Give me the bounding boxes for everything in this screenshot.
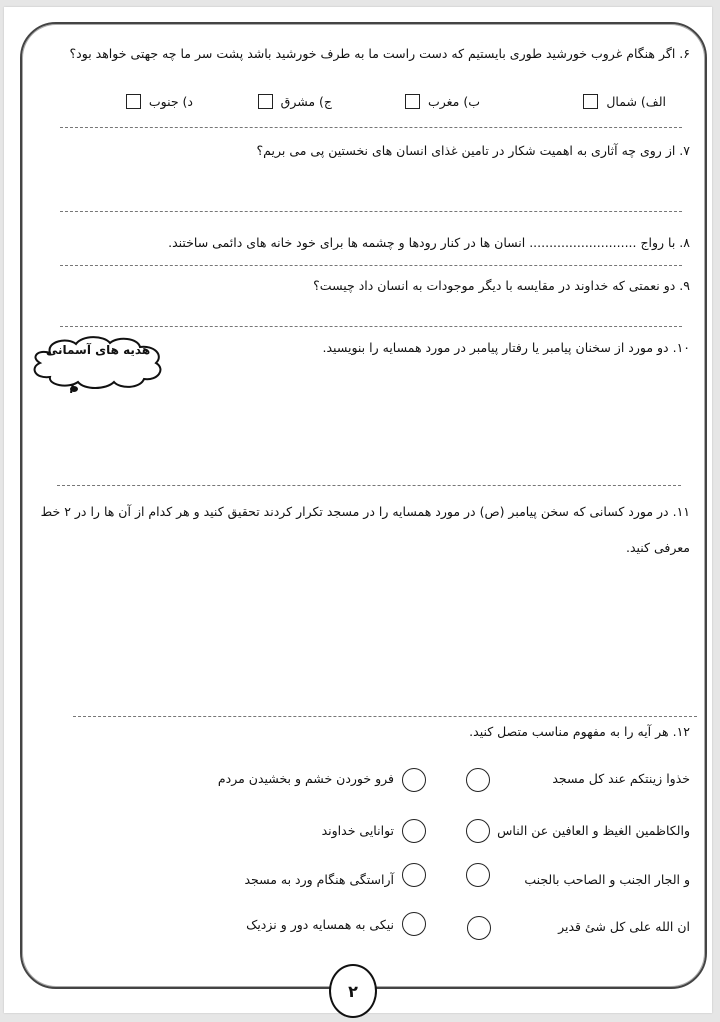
verse-1: خذوا زینتکم عند کل مسجد xyxy=(552,771,690,786)
match-point-concept-2[interactable] xyxy=(402,819,426,843)
question-9: ۹. دو نعمتی که خداوند در مقایسه با دیگر موجودات به انسان داد چیست؟ xyxy=(313,278,690,293)
separator xyxy=(60,127,682,128)
verse-3: و الجار الجنب و الصاحب بالجنب xyxy=(524,872,690,887)
page-number-badge xyxy=(329,964,377,1018)
concept-1: فرو خوردن خشم و بخشیدن مردم xyxy=(217,771,394,786)
checkbox[interactable] xyxy=(405,94,420,109)
option-label: ب) مغرب xyxy=(427,94,480,109)
separator xyxy=(60,265,682,266)
question-6: ۶. اگر هنگام غروب خورشید طوری بایستیم که دست راست ما به طرف خورشید باشد پشت سر ما چه جهتی خواهد بود؟ xyxy=(69,46,690,61)
verse-4: ان الله علی کل شئ قدیر xyxy=(558,919,690,934)
concept-4: نیکی به همسایه دور و نزدیک xyxy=(246,917,394,932)
option-label: الف) شمال xyxy=(606,94,666,109)
separator xyxy=(60,326,682,327)
match-point-concept-4[interactable] xyxy=(402,912,426,936)
match-point-verse-4[interactable] xyxy=(467,916,491,940)
page-number: ۲ xyxy=(348,981,358,1001)
concept-2: توانایی خداوند xyxy=(321,823,394,838)
option-label: ج) مشرق xyxy=(280,94,332,109)
separator xyxy=(60,211,682,212)
callout-label: هدیه های آسمانی xyxy=(45,343,151,357)
question-11: ۱۱. در مورد کسانی که سخن پیامبر (ص) در مورد همسایه را در مسجد تکرار کردند تحقیق کنید و هر کدام از آن ها را در ۲ خط معرفی کنید. xyxy=(40,504,690,555)
separator xyxy=(57,485,681,486)
question-7: ۷. از روی چه آثاری به اهمیت شکار در تامین غذای انسان های نخستین پی می بریم؟ xyxy=(256,143,690,158)
match-point-concept-3[interactable] xyxy=(402,863,426,887)
match-point-concept-1[interactable] xyxy=(402,768,426,792)
option-north[interactable] xyxy=(583,94,666,109)
concept-3: آراستگی هنگام ورد به مسجد xyxy=(244,872,394,887)
option-west[interactable] xyxy=(405,94,480,109)
match-point-verse-2[interactable] xyxy=(466,819,490,843)
checkbox[interactable] xyxy=(258,94,273,109)
checkbox[interactable] xyxy=(583,94,598,109)
question-8: ۸. با رواج ........................... انسان ها در کنار رودها و چشمه ها برای خود خانه های دائمی ساختند. xyxy=(168,235,690,250)
option-label: د) جنوب xyxy=(148,94,193,109)
checkbox[interactable] xyxy=(126,94,141,109)
separator xyxy=(73,716,697,717)
question-12: ۱۲. هر آیه را به مفهوم مناسب متصل کنید. xyxy=(469,724,690,739)
match-point-verse-1[interactable] xyxy=(466,768,490,792)
option-south[interactable] xyxy=(126,94,193,109)
verse-2: والکاظمین الغیظ و العافین عن الناس xyxy=(497,823,690,838)
question-10: ۱۰. دو مورد از سخنان پیامبر یا رفتار پیامبر در مورد همسایه را بنویسید. xyxy=(322,340,690,355)
option-east[interactable] xyxy=(258,94,332,109)
match-point-verse-3[interactable] xyxy=(466,863,490,887)
